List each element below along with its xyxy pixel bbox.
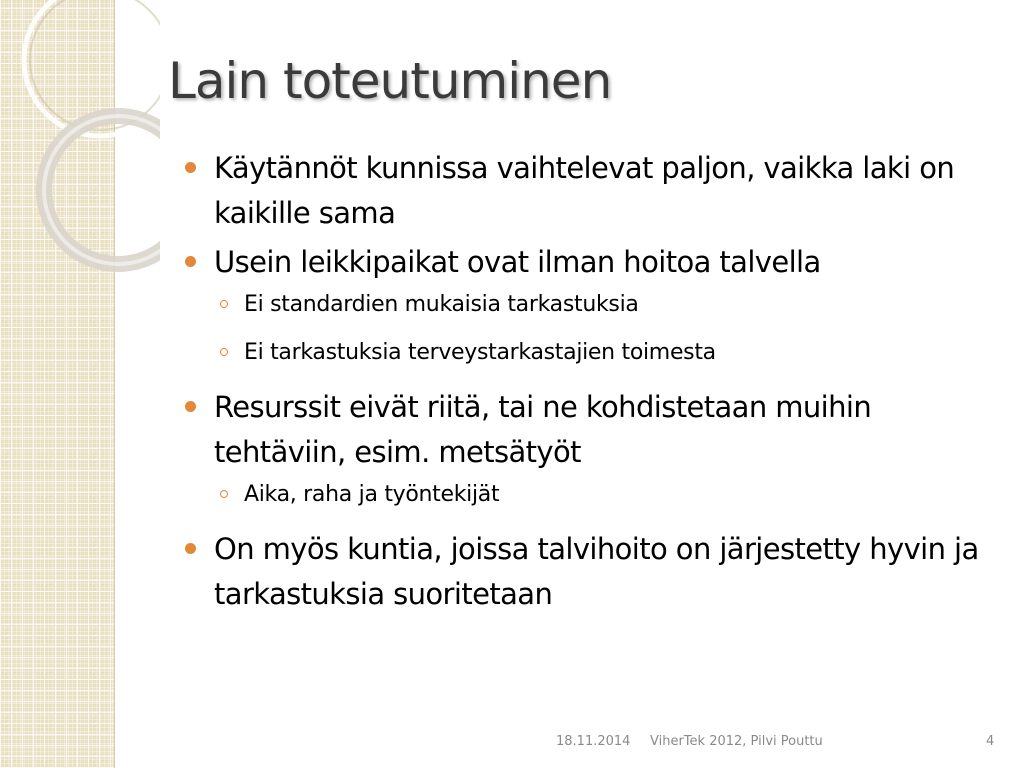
bullet-item bbox=[182, 527, 992, 617]
bullet-item bbox=[182, 146, 992, 236]
ring-bullet-icon bbox=[220, 348, 228, 356]
bullet-text: On myös kuntia, joissa talvihoito on järjestetty hyvin ja tarkastuksia suoritetaan bbox=[214, 532, 979, 611]
ring-bullet-icon bbox=[220, 490, 228, 498]
sub-bullet-item bbox=[182, 289, 992, 321]
bullet-dot-icon bbox=[185, 543, 196, 554]
bullet-text: Usein leikkipaikat ovat ilman hoitoa talvella bbox=[214, 245, 821, 279]
footer-author: ViherTek 2012, Pilvi Pouttu bbox=[650, 734, 823, 749]
sub-bullet-text: Aika, raha ja työntekijät bbox=[244, 482, 500, 507]
ring-bullet-icon bbox=[220, 300, 228, 308]
bullet-dot-icon bbox=[185, 256, 196, 267]
slide-title: Lain toteutuminen bbox=[168, 52, 612, 110]
bullet-dot-icon bbox=[185, 162, 196, 173]
bullet-dot-icon bbox=[185, 401, 196, 412]
bullet-list bbox=[182, 146, 992, 621]
footer-date: 18.11.2014 bbox=[556, 734, 631, 749]
decorative-circles bbox=[0, 0, 160, 300]
sub-bullet-text: Ei standardien mukaisia tarkastuksia bbox=[244, 292, 639, 317]
sub-bullet-item bbox=[182, 479, 992, 511]
sub-bullet-item bbox=[182, 337, 992, 369]
bullet-item bbox=[182, 240, 992, 285]
sub-bullet-text: Ei tarkastuksia terveystarkastajien toimesta bbox=[244, 340, 716, 365]
page-number: 4 bbox=[986, 734, 995, 749]
bullet-item bbox=[182, 385, 992, 475]
bullet-text: Resurssit eivät riitä, tai ne kohdistetaan muihin tehtäviin, esim. metsätyöt bbox=[214, 390, 872, 469]
bullet-text: Käytännöt kunnissa vaihtelevat paljon, vaikka laki on kaikille sama bbox=[214, 151, 955, 230]
